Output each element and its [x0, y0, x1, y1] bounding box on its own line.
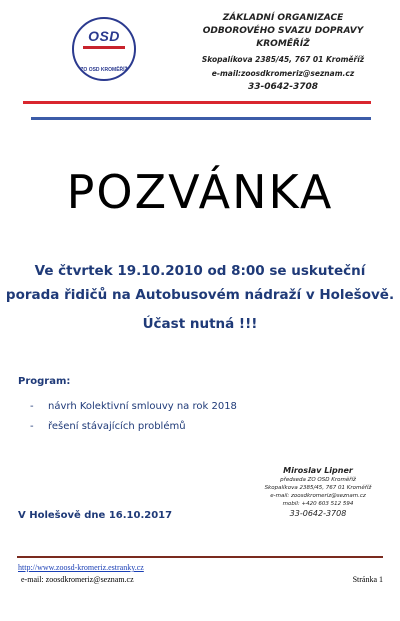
intro-line-1: Ve čtvrtek 19.10.2010 od 8:00 se uskuteční	[34, 263, 366, 279]
org-line-1: ZÁKLADNÍ ORGANIZACE	[222, 13, 344, 23]
program-list	[30, 397, 237, 437]
attendance-note: Účast nutná !!!	[142, 316, 258, 332]
list-item	[30, 397, 237, 417]
dash-icon: -	[30, 421, 34, 432]
footer-email: e-mail: zoosdkromeriz@seznam.cz	[21, 575, 134, 584]
page-title: POZVÁNKA	[66, 165, 334, 219]
intro-line-2: porada řidičů na Autobusovém nádraží v Holešově.	[5, 287, 395, 303]
logo-text: OSD	[88, 28, 120, 44]
blue-divider	[31, 117, 371, 120]
list-item	[30, 417, 237, 437]
org-phone: 33-0642-3708	[247, 82, 319, 92]
org-line-2: ODBOROVÉHO SVAZU DOPRAVY	[202, 26, 364, 36]
organization-header	[178, 12, 388, 94]
program-item-label: řešení stávajících problémů	[48, 421, 186, 432]
red-divider	[23, 101, 371, 104]
dash-icon: -	[30, 401, 34, 412]
signature-email: e-mail: zoosdkromeriz@seznam.cz	[270, 493, 366, 499]
org-address: Skopalíkova 2385/45, 767 01 Kroměříž	[201, 55, 365, 64]
program-heading: Program:	[18, 376, 71, 387]
logo-subtitle: ZO OSD KROMĚŘÍŽ	[80, 67, 128, 73]
signature-block	[248, 465, 388, 519]
place-date: V Holešově dne 16.10.2017	[18, 510, 173, 521]
page-number: Stránka 1	[352, 575, 383, 584]
signature-mobile: mobil: +420 603 512 594	[282, 501, 354, 507]
footer-divider	[17, 556, 383, 558]
org-line-3: KROMĚŘÍŽ	[256, 39, 310, 49]
program-item-label: návrh Kolektivní smlouvy na rok 2018	[48, 401, 237, 412]
signature-name: Miroslav Lipner	[283, 466, 353, 475]
logo-stripe	[83, 46, 125, 49]
org-email: e-mail:zoosdkromeriz@seznam.cz	[211, 69, 355, 78]
signature-phone: 33-0642-3708	[289, 509, 347, 518]
signature-role: předseda ZO OSD Kroměříž	[280, 477, 356, 483]
signature-address: Skopalíkova 2385/45, 767 01 Kroměříž	[264, 485, 372, 491]
osd-logo	[72, 17, 136, 81]
footer-website-link[interactable]: http://www.zoosd-kromeriz.estranky.cz	[18, 563, 144, 572]
